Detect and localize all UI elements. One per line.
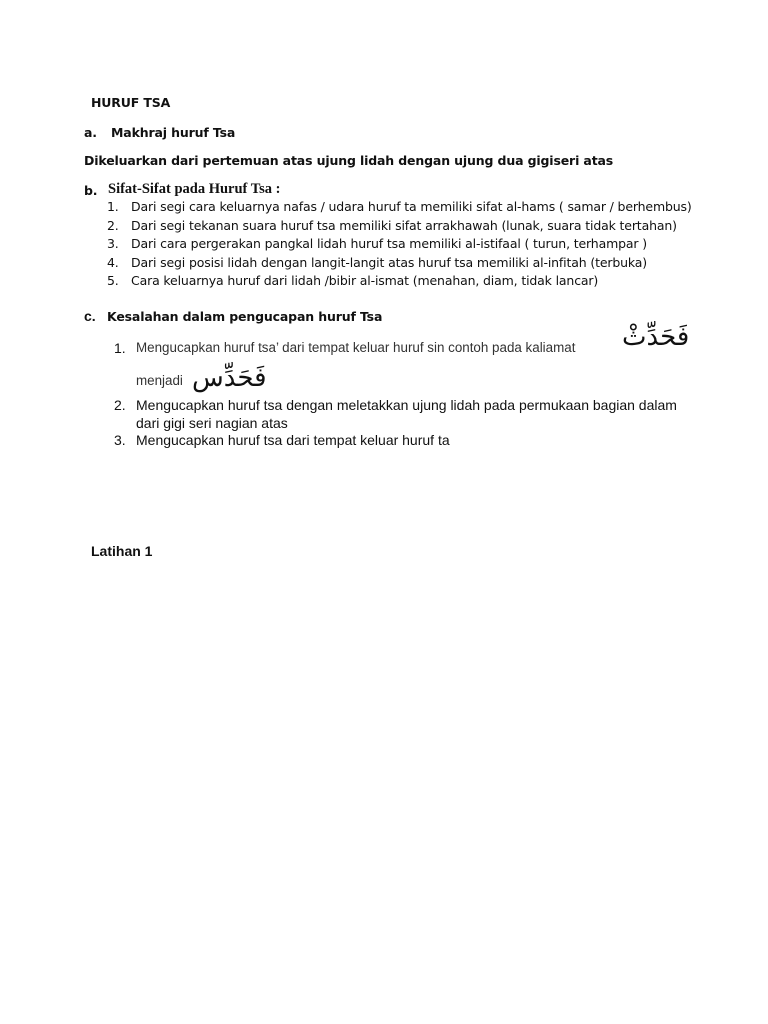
section-b-item-2-num: 2. <box>107 218 119 233</box>
section-c-marker: c. <box>84 308 96 324</box>
section-b-item-3-num: 3. <box>107 236 119 251</box>
section-c-item-1-num: 1. <box>114 340 126 356</box>
section-b-item-3: Dari cara pergerakan pangkal lidah huruf tsa memiliki al-istifaal ( turun, terhampar ) <box>131 236 647 251</box>
section-b-item-4: Dari segi posisi lidah dengan langit-langit atas huruf tsa memiliki al-infitah (terbuka) <box>131 255 648 270</box>
section-b-item-4-num: 4. <box>107 255 119 270</box>
arabic-word-fahaddis: فَحَدِّس <box>192 363 267 393</box>
section-c-item-1-line2: menjadi <box>136 373 183 388</box>
section-b-item-5-num: 5. <box>107 273 119 288</box>
section-c-item-2-line2: dari gigi seri nagian atas <box>136 415 288 431</box>
page-title: HURUF TSA <box>91 95 171 110</box>
section-c-item-2-num: 2. <box>114 397 126 413</box>
section-c-item-3-num: 3. <box>114 432 126 448</box>
section-a-body: Dikeluarkan dari pertemuan atas ujung lidah dengan ujung dua gigiseri atas <box>84 153 614 168</box>
section-b-item-1: Dari segi cara keluarnya nafas / udara huruf ta memiliki sifat al-hams ( samar / berhembus) <box>131 199 692 214</box>
arabic-word-fahaddits: فَحَدِّثْ <box>622 322 690 352</box>
section-a-heading: Makhraj huruf Tsa <box>111 125 236 140</box>
section-c-item-3-line1: Mengucapkan huruf tsa dari tempat keluar huruf ta <box>136 432 450 448</box>
section-b-heading: Sifat-Sifat pada Huruf Tsa : <box>108 181 281 197</box>
section-c-item-2-line1: Mengucapkan huruf tsa dengan meletakkan ujung lidah pada permukaan bagian dalam <box>136 397 677 413</box>
section-c-item-1-line1: Mengucapkan huruf tsa’ dari tempat keluar huruf sin contoh pada kaliamat <box>136 340 576 355</box>
section-c-heading: Kesalahan dalam pengucapan huruf Tsa <box>107 309 383 324</box>
section-b-item-2: Dari segi tekanan suara huruf tsa memiliki sifat arrakhawah (lunak, suara tidak tertahan) <box>131 218 677 233</box>
section-b-item-5: Cara keluarnya huruf dari lidah /bibir al-ismat (menahan, diam, tidak lancar) <box>131 273 599 288</box>
exercise-title: Latihan 1 <box>91 543 153 559</box>
section-a-marker: a. <box>84 125 97 140</box>
section-b-marker: b. <box>84 183 98 198</box>
section-b-item-1-num: 1. <box>107 199 119 214</box>
